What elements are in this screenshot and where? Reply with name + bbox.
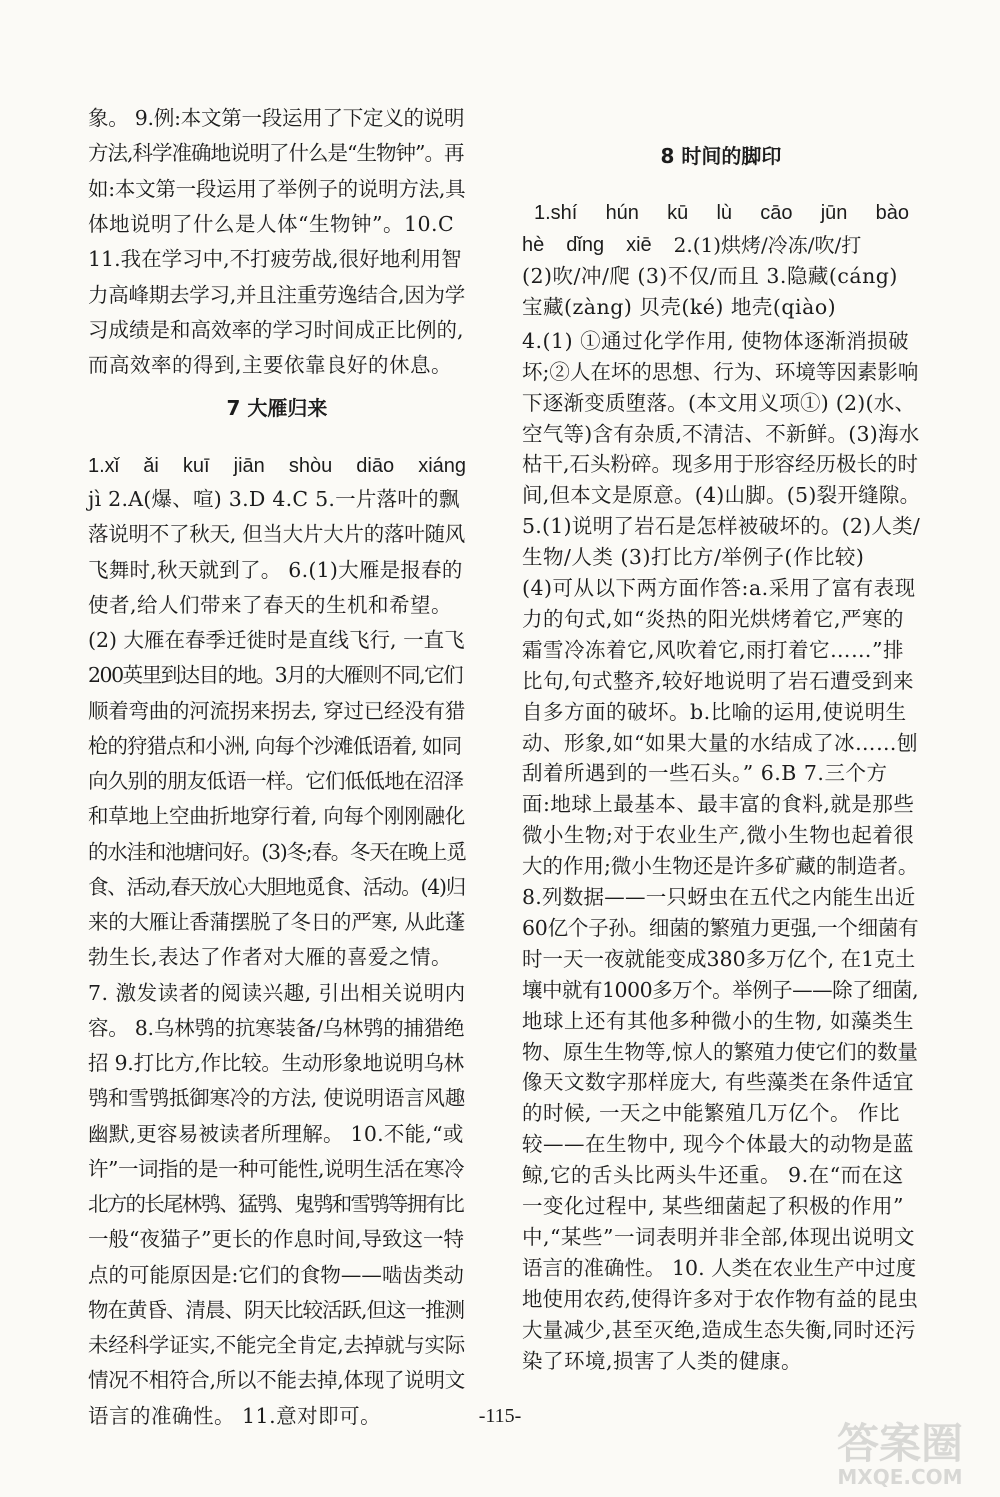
text-line: 宝藏(zàng) 贝壳(ké) 地壳(qiào) <box>522 294 837 319</box>
text-line: 使者,给人们带来了春天的生机和希望。 <box>88 592 453 617</box>
answer-text: 2.(1)烘烤/冷冻/吹/打 <box>673 233 862 257</box>
pinyin-line <box>522 230 920 260</box>
text-line: 语言的准确性。 10. 人类在农业生产中过度 <box>522 1255 917 1280</box>
text-line: 枪的狩猎点和小洲, 向每个沙滩低语着, 如同 <box>88 733 462 758</box>
text-line: (2)吹/冲/爬 (3)不仅/而且 3.隐藏(cáng) <box>522 264 898 288</box>
pinyin-syllable: hún <box>605 202 639 224</box>
watermark-logo-text: 答案圈 <box>836 1419 964 1468</box>
text-line: 一般“夜猫子”更长的作息时间,导致这一特 <box>88 1227 464 1252</box>
pinyin-syllable: 1.shí <box>534 202 578 224</box>
text-line: jì 2.A(爆、喧) 3.D 4.C 5.一片落叶的飘 <box>88 487 460 511</box>
pinyin-syllable: bào <box>875 202 909 224</box>
text-line: 坏;②人在坏的思想、行为、环境等因素影响 <box>522 359 919 384</box>
text-line: 落说明不了秋天, 但当大片大片的落叶随风 <box>88 522 466 547</box>
pinyin-syllable: 1.xǐ <box>88 455 120 477</box>
pinyin-syllable: xiáng <box>418 455 466 477</box>
text-line: (2) 大雁在春季迁徙时是直线飞行, 一直飞 <box>88 628 465 652</box>
text-line: 力高峰期去学习,并且注重劳逸结合,因为学 <box>88 282 466 307</box>
text-line: 时一天一夜就能变成380多万亿个, 在1克土 <box>522 946 916 971</box>
pinyin-syllable: cāo <box>760 202 793 224</box>
text-line: 间,但本文是原意。(4)山脚。(5)裂开缝隙。 <box>522 483 921 508</box>
text-line: 物、原生生物等,惊人的繁殖力使它们的数量 <box>522 1039 919 1064</box>
text-line: 物在黄昏、清晨、阴天比较活跃,但这一推测 <box>88 1297 465 1322</box>
text-line: 和草地上空曲折地穿行着, 向每个刚刚融化 <box>88 804 466 829</box>
text-line: 像天文数字那样庞大, 有些藻类在条件适宜 <box>522 1070 915 1095</box>
text-line: 习成绩是和高效率的学习时间成正比例的, <box>88 317 464 342</box>
text-line: 5.(1)说明了岩石是怎样被破坏的。(2)人类/ <box>522 514 921 539</box>
text-line: 而高效率的得到,主要依靠良好的休息。 <box>88 353 453 378</box>
text-line: 力的句式,如“炎热的阳光烘烤着它,严寒的 <box>522 606 905 631</box>
text-line: 语言的准确性。 11.意对即可。 <box>88 1403 382 1428</box>
pinyin-syllable: jūn <box>820 202 848 224</box>
text-line: 顺着弯曲的河流拐来拐去, 穿过已经没有猎 <box>88 698 466 723</box>
text-line: 200英里到达目的地。3月的大雁则不同,它们 <box>88 663 463 688</box>
pinyin-syllable: ǎi <box>143 455 159 477</box>
text-line: 大的作用;微小生物还是许多矿藏的制造者。 <box>522 854 919 879</box>
text-line: 枯干,石头粉碎。现多用于形容经历极长的时 <box>522 452 919 477</box>
text-line: 招 9.打比方,作比较。生动形象地说明乌林 <box>88 1051 464 1075</box>
text-line: 点的可能原因是:它们的食物——啮齿类动 <box>88 1262 464 1287</box>
text-line: 的水洼和池塘问好。(3)冬;春。冬天在晚上觅 <box>88 839 466 864</box>
text-line: 体地说明了什么是人体“生物钟”。10.C <box>88 211 455 236</box>
page-number: -115- <box>478 1405 522 1427</box>
text-line: 容。 8.乌林鸮的抗寒装备/乌林鸮的捕猎绝 <box>88 1015 465 1040</box>
text-line: 情况不相符合,所以不能去掉,体现了说明文 <box>88 1368 466 1393</box>
section-title-8: 8 时间的脚印 <box>660 144 782 168</box>
pinyin-line <box>88 451 466 481</box>
text-line: 染了环境,损害了人类的健康。 <box>522 1348 803 1373</box>
text-line: 方法,科学准确地说明了什么是“生物钟”。再 <box>88 141 464 166</box>
text-line: 4.(1) ①通过化学作用, 使物体逐渐消损破 <box>522 328 910 353</box>
text-line: 空气等)含有杂质,不清洁、不新鲜。(3)海水 <box>522 421 920 446</box>
text-line: 鲸,它的舌头比两头牛还重。 9.在“而在这 <box>522 1163 904 1188</box>
text-line: 地球上还有其他多种微小的生物, 如藻类生 <box>522 1008 915 1033</box>
text-line: 地使用农药,使得许多对于农作物有益的昆虫 <box>522 1286 919 1311</box>
pinyin-syllable: jiān <box>233 455 265 477</box>
text-line: 象。 9.例:本文第一段运用了下定义的说明 <box>88 106 465 130</box>
text-line: 向久别的朋友低语一样。它们低低地在沼泽 <box>88 769 464 793</box>
text-line: 未经科学证实,不能完全肯定,去掉就与实际 <box>88 1333 466 1357</box>
watermark-url: MXQE.COM <box>837 1465 963 1489</box>
text-line: 中,“某些”一词表明并非全部,体现出说明文 <box>522 1224 915 1249</box>
text-line: 较——在生物中, 现今个体最大的动物是蓝 <box>522 1132 915 1157</box>
text-line: 飞舞时,秋天就到了。 6.(1)大雁是报春的 <box>88 557 463 582</box>
text-line: 大量减少,甚至灭绝,造成生态失衡,同时还污 <box>522 1317 916 1342</box>
pinyin-syllable: diāo <box>356 455 395 477</box>
pinyin-syllable: kuī <box>182 455 210 477</box>
text-line: 的时候, 一天之中能繁殖几万亿个。 作比 <box>522 1101 901 1126</box>
text-line: 动、形象,如“如果大量的水结成了冰……刨 <box>522 730 918 755</box>
text-line: 微小生物;对于农业生产,微小生物也起着很 <box>522 823 915 848</box>
text-line: 比句,句式整齐,较好地说明了岩石遭受到来 <box>522 668 915 693</box>
text-line: 如:本文第一段运用了举例子的说明方法,具 <box>88 176 466 201</box>
text-line: 许”一词指的是一种可能性,说明生活在寒冷 <box>88 1156 464 1181</box>
pinyin-syllable: kū <box>667 202 689 224</box>
pinyin-line <box>534 198 909 228</box>
section-title-7: 7 大雁归来 <box>226 396 328 420</box>
text-line: 食、活动,春天放心大胆地觅食、活动。(4)归 <box>88 874 466 899</box>
text-line: 11.我在学习中,不打疲劳战,很好地利用智 <box>88 247 462 272</box>
watermark-logo <box>815 1410 985 1490</box>
text-line: 60亿个子孙。细菌的繁殖力更强,一个细菌有 <box>522 915 919 940</box>
text-line: 鸮和雪鸮抵御寒冷的方法, 使说明语言风趣 <box>88 1086 466 1111</box>
text-line: 生物/人类 (3)打比方/举例子(作比较) <box>522 545 865 570</box>
pinyin-syllable: xiē <box>626 234 652 256</box>
text-line: 一变化过程中, 某些细菌起了积极的作用” <box>522 1194 905 1218</box>
text-line: 8.列数据——一只蚜虫在五代之内能生出近 <box>522 885 916 909</box>
text-line: 自多方面的破坏。b.比喻的运用,使说明生 <box>522 699 907 724</box>
pinyin-syllable: hè <box>522 234 545 256</box>
pinyin-syllable: lù <box>716 202 733 224</box>
text-line: 霜雪冷冻着它,风吹着它,雨打着它……”排 <box>522 637 905 662</box>
text-line: 下逐渐变质堕落。(本文用义项①) (2)(水、 <box>522 390 916 415</box>
text-line: 壤中就有1000多万个。举例子——除了细菌, <box>522 977 919 1002</box>
text-line: 刮着所遇到的一些石头。” 6.B 7.三个方 <box>522 761 888 786</box>
text-line: 7. 激发读者的阅读兴趣, 引出相关说明内 <box>88 980 466 1005</box>
pinyin-syllable: shòu <box>288 455 333 477</box>
text-line: 幽默,更容易被读者所理解。 10.不能,“或 <box>88 1121 464 1146</box>
text-line: 勃生长,表达了作者对大雁的喜爱之情。 <box>88 945 453 970</box>
text-line: 北方的长尾林鸮、猛鸮、鬼鸮和雪鸮等拥有比 <box>88 1192 463 1216</box>
text-line: 面:地球上最基本、最丰富的食料,就是那些 <box>522 792 915 817</box>
text-line: 来的大雁让香蒲摆脱了冬日的严寒, 从此蓬 <box>88 910 466 934</box>
pinyin-syllable: dǐng <box>566 234 605 256</box>
text-line: (4)可从以下两方面作答:a.采用了富有表现 <box>522 576 916 600</box>
